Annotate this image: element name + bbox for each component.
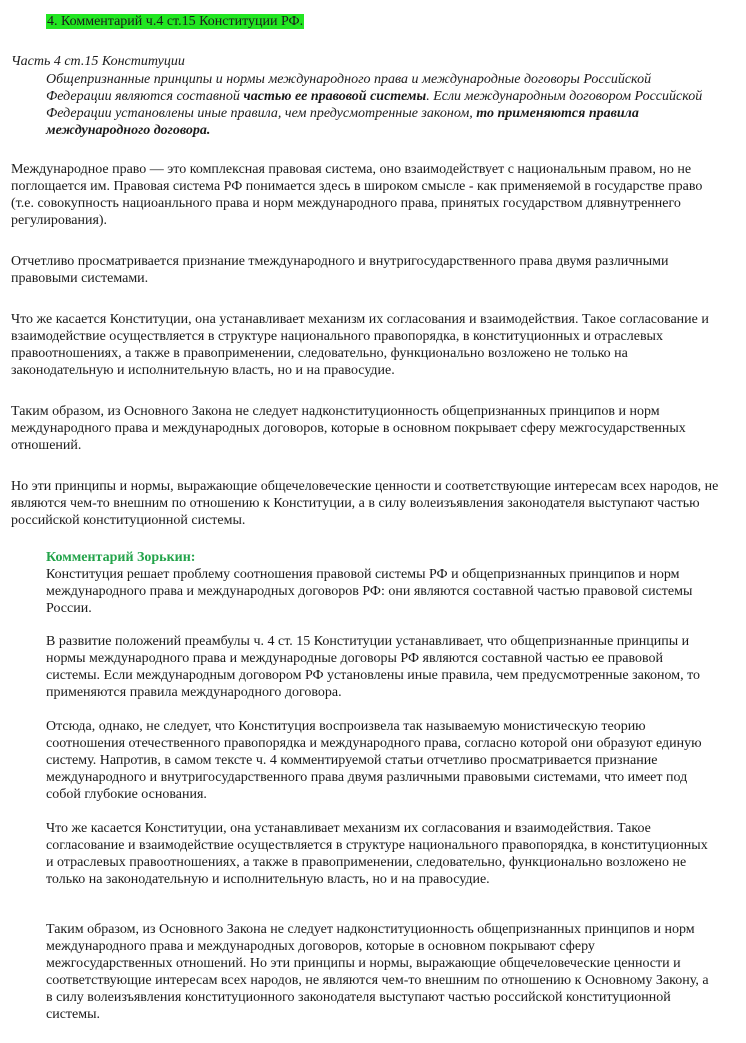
commentary-title: Комментарий Зорькин: [46,550,196,565]
commentary-paragraph-3: Отсюда, однако, не следует, что Конституция воспроизвела так называемую монистическую теорию соотношения отечественного правопорядка и международного права, согласно которой они образуют единую систему. Напротив, в самом тексте ч. 4 комментируемой статьи отчетливо просматривается признание международного и внутригосударственного права двумя различными правовыми системами, что имеет под собой глубокие основания. [46,719,702,802]
heading-highlight: 4. Комментарий ч.4 ст.15 Конституции РФ. [47,14,304,29]
commentary-paragraph-2: В развитие положений преамбулы ч. 4 ст. 15 Конституции устанавливает, что общепризнанные принципы и нормы международного права и международные договоры РФ являются составной частью ее правовой системы. Если международным договором РФ установлены иные правила, чем предусмотренные законом, то применяются правила международного договора. [46,634,701,700]
paragraph-3: Что же касается Конституции, она устанавливает механизм их согласования и взаимодействия. Такое согласование и взаимодействие осуществляется в структуре национального правопорядка, в конституционных и отраслевых правоотношениях, а также в правоприменении, следовательно, функционально возложено не только на законодательную и исполнительную власть, но и на правосудие. [11,312,709,378]
part-label: Часть 4 ст.15 Конституции [11,54,185,69]
commentary-paragraph-1: Конституция решает проблему соотношения правовой системы РФ и общепризнанных принципов и норм международного права и международных договоров РФ: они являются составной частью правовой системы России. [46,567,693,616]
constitution-quote [46,71,706,139]
section-heading [46,13,304,30]
commentary-paragraph-5: Таким образом, из Основного Закона не следует надконституционность общепризнанных принципов и норм международного права и международных договоров, которые в основном покрывают сферу межгосударственных отношений. Но эти принципы и нормы, выражающие общечеловеческие ценности и соответствующие интересам всех народов, не являются чем-то внешним по отношению к Основному Закону, а в силу волеизъявления конституционного законодателя выступают частью российской конституционной системы. [46,922,709,1022]
quote-text-2: . Если международным договором Российской Федерации установлены иные правила, чем предусмотренные законом, [46,89,703,121]
commentary-paragraph-4: Что же касается Конституции, она устанавливает механизм их согласования и взаимодействия. Такое согласование и взаимодействие осуществляется в структуре национального правопорядка, в конституционных и отраслевых правоотношениях, а также в правоприменении, следовательно, функционально возложено не только на законодательную и исполнительную власть, но и на правосудие. [46,821,708,887]
paragraph-2: Отчетливо просматривается признание тмеждународного и внутригосударственного права двумя различными правовыми системами. [11,254,669,286]
quote-text-1: Общепризнанные принципы и нормы международного права и международные договоры Российской Федерации являются составной [46,72,652,104]
paragraph-5: Но эти принципы и нормы, выражающие общечеловеческие ценности и соответствующие интересам всех народов, не являются чем-то внешним по отношению к Конституции, а в силу волеизъявления законодателя выступают частью российской конституционной системы. [11,479,719,528]
commentary-intro [46,549,711,617]
quote-bold-2: то применяются правила международного договора. [46,106,639,138]
paragraph-4: Таким образом, из Основного Закона не следует надконституционность общепризнанных принципов и норм международного права и международных договоров, которые в основном покрывает сферу межгосударственных отношений. [11,404,686,453]
paragraph-1: Международное право — это комплексная правовая система, оно взаимодействует с национальным правом, но не поглощается им. Правовая система РФ понимается здесь в широком смысле - как применяемой в государстве право (т.е. совокупность нациоанльного права и норм международного права, принятых государством длявнутреннего регулирования). [11,162,703,228]
quote-bold-1: частью ее правовой системы [243,89,427,104]
